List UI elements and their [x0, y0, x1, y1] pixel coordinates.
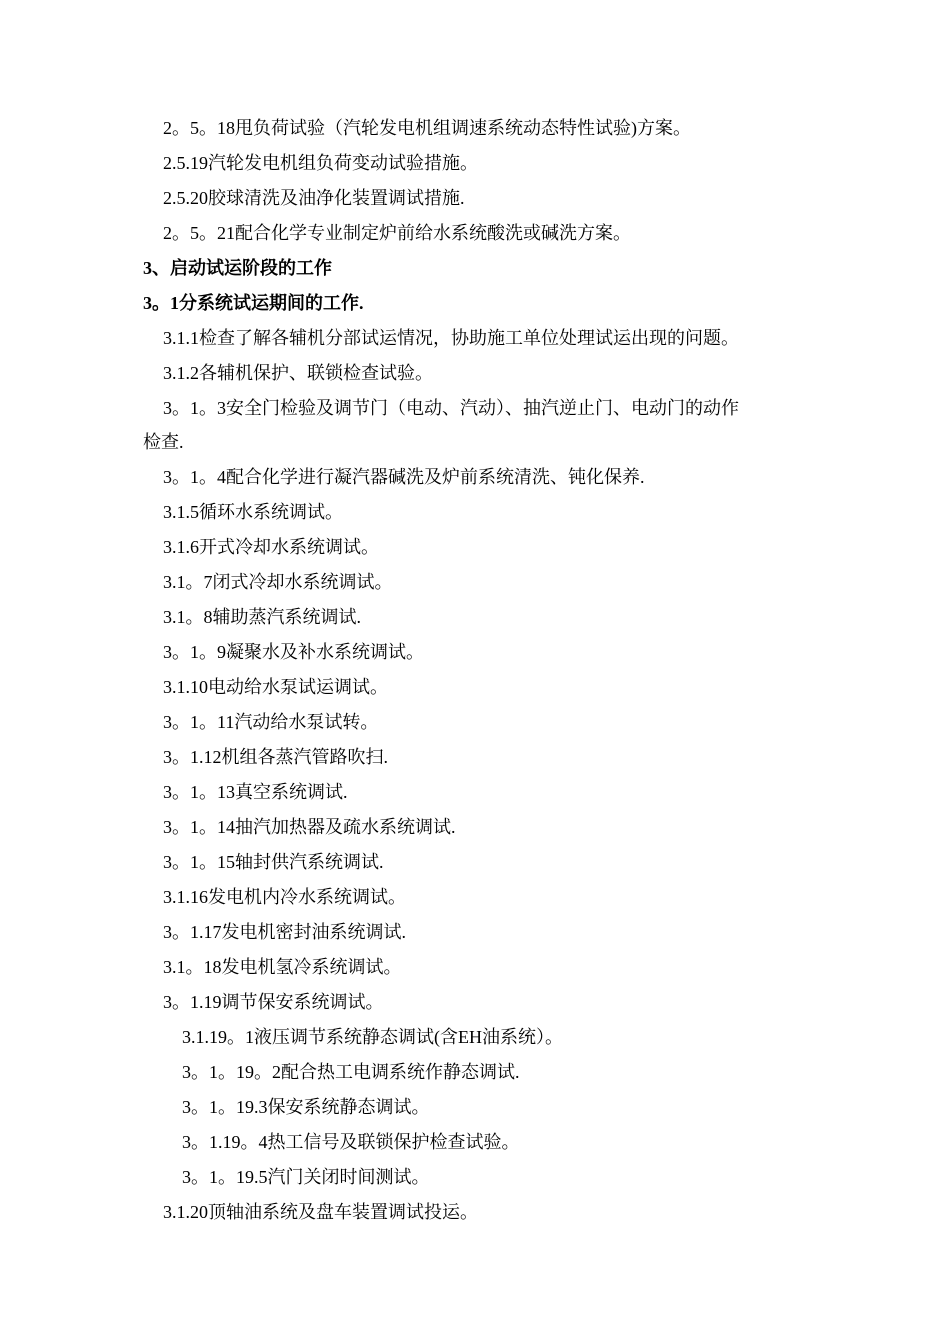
- text-line-11: 3。1。4配合化学进行凝汽器碱洗及炉前系统清洗、钝化保养.: [163, 467, 645, 487]
- text-line-31: 3。1。19.5汽门关闭时间测试。: [182, 1167, 430, 1187]
- subsection-heading: 3。1分系统试运期间的工作.: [143, 293, 364, 313]
- text-line-24: 3。1.17发电机密封油系统调试.: [163, 922, 406, 942]
- text-line-10: 检查.: [143, 432, 184, 452]
- text-line-9: 3。1。3安全门检验及调节门（电动、汽动）、抽汽逆止门、电动门的动作: [163, 398, 739, 418]
- text-line-12: 3.1.5循环水系统调试。: [163, 502, 343, 522]
- text-line-20: 3。1。13真空系统调试.: [163, 782, 348, 802]
- text-line-29: 3。1。19.3保安系统静态调试。: [182, 1097, 430, 1117]
- text-line-18: 3。1。11汽动给水泵试转。: [163, 712, 379, 732]
- text-line-30: 3。1.19。4热工信号及联锁保护检查试验。: [182, 1132, 520, 1152]
- text-line-8: 3.1.2各辅机保护、联锁检查试验。: [163, 363, 433, 383]
- section-heading: 3、启动试运阶段的工作: [143, 258, 332, 278]
- text-line-27: 3.1.19。1液压调节系统静态调试(含EH油系统）。: [182, 1027, 563, 1047]
- text-line-21: 3。1。14抽汽加热器及疏水系统调试.: [163, 817, 456, 837]
- text-line-25: 3.1。18发电机氢冷系统调试。: [163, 957, 402, 977]
- text-line-17: 3.1.10电动给水泵试运调试。: [163, 677, 388, 697]
- text-line-3: 2.5.20胶球清洗及油净化装置调试措施.: [163, 188, 465, 208]
- text-line-23: 3.1.16发电机内冷水系统调试。: [163, 887, 406, 907]
- text-line-7: 3.1.1检查了解各辅机分部试运情况，协助施工单位处理试运出现的问题。: [163, 328, 739, 348]
- text-line-26: 3。1.19调节保安系统调试。: [163, 992, 384, 1012]
- text-line-13: 3.1.6开式冷却水系统调试。: [163, 537, 379, 557]
- text-line-14: 3.1。7闭式冷却水系统调试。: [163, 572, 393, 592]
- text-line-32: 3.1.20顶轴油系统及盘车装置调试投运。: [163, 1202, 478, 1222]
- text-line-15: 3.1。8辅助蒸汽系统调试.: [163, 607, 361, 627]
- text-line-19: 3。1.12机组各蒸汽管路吹扫.: [163, 747, 388, 767]
- text-line-16: 3。1。9凝聚水及补水系统调试。: [163, 642, 424, 662]
- text-line-4: 2。5。21配合化学专业制定炉前给水系统酸洗或碱洗方案。: [163, 223, 631, 243]
- text-line-2: 2.5.19汽轮发电机组负荷变动试验措施。: [163, 153, 478, 173]
- text-line-22: 3。1。15轴封供汽系统调试.: [163, 852, 384, 872]
- text-line-1: 2。5。18甩负荷试验（汽轮发电机组调速系统动态特性试验)方案。: [163, 118, 691, 138]
- text-line-28: 3。1。19。2配合热工电调系统作静态调试.: [182, 1062, 520, 1082]
